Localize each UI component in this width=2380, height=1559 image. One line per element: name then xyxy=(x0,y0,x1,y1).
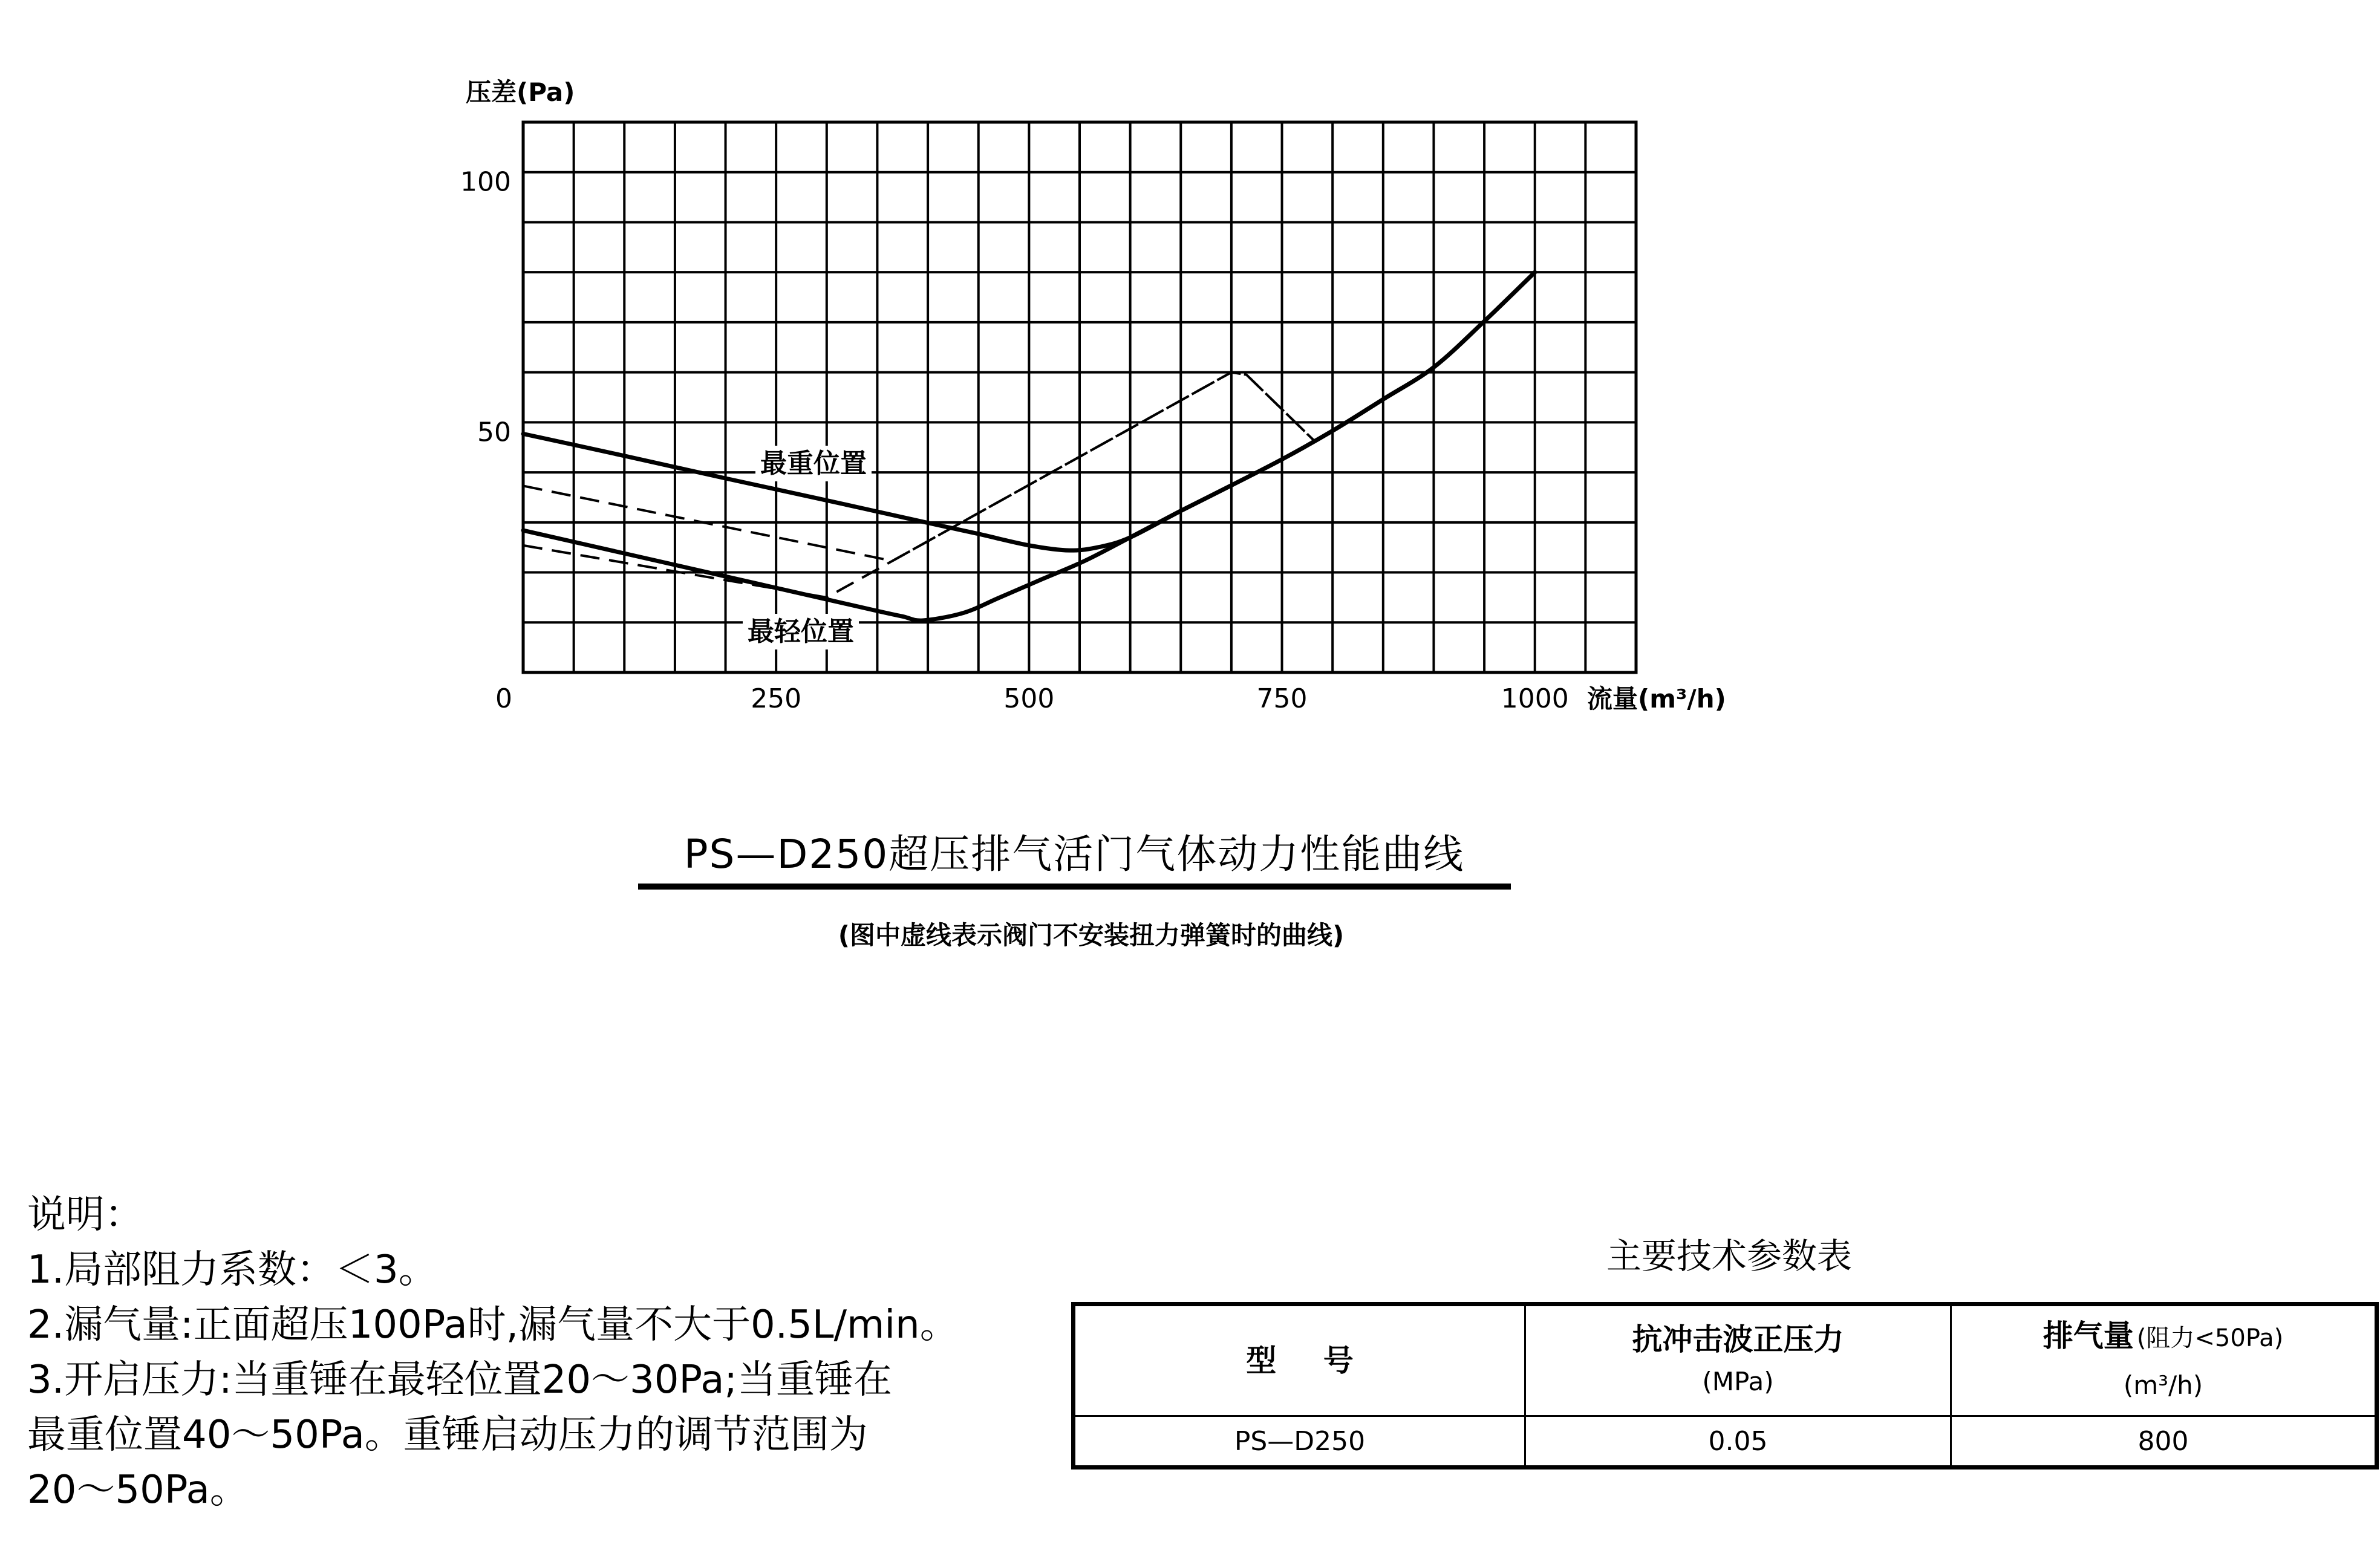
x-tick-label: 250 xyxy=(751,683,802,714)
header-flow-label: 排气量 xyxy=(2043,1318,2134,1353)
x-tick-label: 750 xyxy=(1256,683,1308,714)
table-cell-model: PS—D250 xyxy=(1074,1416,1525,1468)
chart-subtitle: (图中虚线表示阀门不安装扭力弹簧时的曲线) xyxy=(838,920,1345,950)
chart-annotations xyxy=(743,446,872,649)
header-flow xyxy=(1951,1304,2377,1416)
y-tick-label: 50 xyxy=(477,417,511,448)
table-cell-flow: 800 xyxy=(1951,1416,2377,1468)
spec-table xyxy=(1071,1302,2379,1469)
x-axis-label: 流量(m³/h) xyxy=(1587,684,1726,714)
header-flow-note: (阻力<50Pa) xyxy=(2136,1324,2284,1352)
chart-grid xyxy=(523,122,1636,672)
y-axis-label: 压差(Pa) xyxy=(466,77,575,107)
heavy-position-label: 最重位置 xyxy=(760,448,867,479)
x-tick-label: 0 xyxy=(495,683,512,714)
note-line: 3.开启压力:当重锤在最轻位置20～30Pa;当重锤在 xyxy=(27,1358,892,1402)
table-header-row xyxy=(1074,1304,2377,1416)
note-line: 2.漏气量:正面超压100Pa时,漏气量不大于0.5L/min。 xyxy=(27,1303,959,1347)
table-title: 主要技术参数表 xyxy=(1606,1235,1852,1277)
note-line: 1.局部阻力系数：＜3。 xyxy=(27,1248,437,1292)
title-underline xyxy=(638,884,1511,890)
note-line: 最重位置40～50Pa。重锤启动压力的调节范围为 xyxy=(27,1413,868,1457)
table-row xyxy=(1074,1416,2377,1468)
header-pressure-label: 抗冲击波正压力 xyxy=(1632,1322,1844,1357)
chart-title: PS—D250超压排气活门气体动力性能曲线 xyxy=(683,831,1465,877)
y-tick-label: 100 xyxy=(460,166,511,198)
notes xyxy=(27,1188,959,1518)
header-model-label: 型 号 xyxy=(1246,1343,1354,1378)
no-spring-dashed-curve xyxy=(523,373,1316,597)
table-cell-pressure: 0.05 xyxy=(1525,1416,1951,1468)
header-pressure-unit: (MPa) xyxy=(1702,1367,1774,1396)
header-flow-line xyxy=(1952,1315,2375,1364)
performance-chart xyxy=(0,0,2380,762)
x-tick-label: 500 xyxy=(1003,683,1055,714)
header-model xyxy=(1074,1304,1525,1416)
chart-tick-labels xyxy=(460,167,1569,714)
x-tick-label: 1000 xyxy=(1501,683,1569,714)
header-flow-unit: (m³/h) xyxy=(2123,1370,2203,1400)
note-line: 20～50Pa。 xyxy=(27,1468,249,1512)
header-pressure xyxy=(1525,1304,1951,1416)
no-spring-dashed-curve xyxy=(523,373,1316,561)
light-position-label: 最轻位置 xyxy=(748,616,854,647)
notes-heading: 说明： xyxy=(27,1193,143,1237)
